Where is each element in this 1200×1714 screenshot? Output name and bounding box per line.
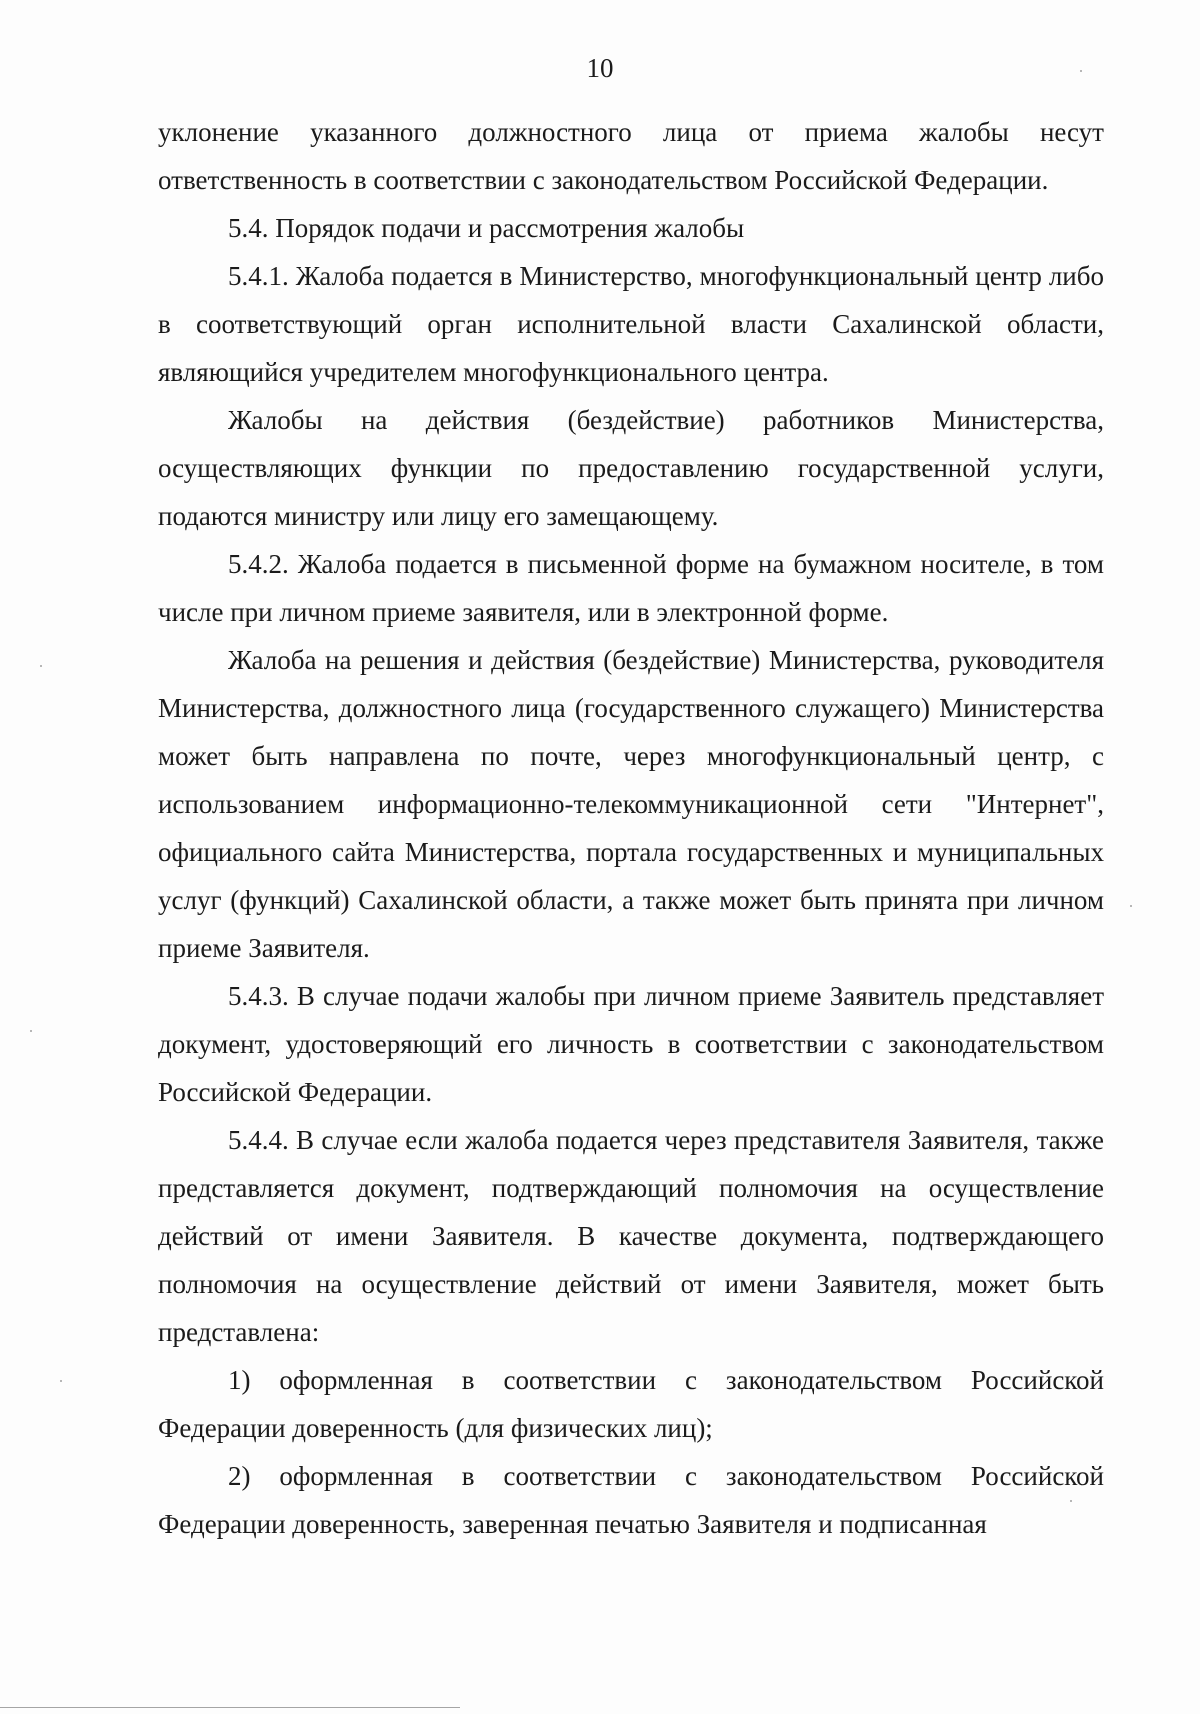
paragraph-5-4-2: 5.4.2. Жалоба подается в письменной форме на бумажном носителе, в том числе при личном приеме заявителя, или в электронной форме. [158,549,1104,627]
list-item-2: 2) оформленная в соответствии с законодательством Российской Федерации доверенность, заверенная печатью Заявителя и подписанная [158,1461,1104,1539]
scan-speck [1130,905,1132,907]
document-body [158,108,1104,1548]
scan-speck [60,1380,62,1382]
paragraph-5-4-4: 5.4.4. В случае если жалоба подается через представителя Заявителя, также представляется документ, подтверждающий полномочия на осуществление действий от имени Заявителя. В качестве документа, подтверждающего полномочия на осуществление действий от имени Заявителя, может быть представлена: [158,1125,1104,1347]
page-number: 10 [586,53,614,83]
paragraph-complaints-staff: Жалобы на действия (бездействие) работников Министерства, осуществляющих функции по предоставлению государственной услуги, подаются министру или лицу его замещающему. [158,405,1104,531]
scan-speck [1070,1500,1072,1502]
scan-speck [30,1030,32,1032]
paragraph-5-4-1: 5.4.1. Жалоба подается в Министерство, многофункциональный центр либо в соответствующий орган исполнительной власти Сахалинской области, являющийся учредителем многофункционального центра. [158,261,1104,387]
paragraph-5-4-3: 5.4.3. В случае подачи жалобы при личном приеме Заявитель представляет документ, удостоверяющий его личность в соответствии с законодательством Российской Федерации. [158,981,1104,1107]
paragraph-complaint-channels: Жалоба на решения и действия (бездействие) Министерства, руководителя Министерства, должностного лица (государственного служащего) Министерства может быть направлена по почте, через многофункциональный центр, с использованием информационно-телекоммуникационной сети "Интернет", официального сайта Министерства, портала государственных и муниципальных услуг (функций) Сахалинской области, а также может быть принята при личном приеме Заявителя. [158,645,1104,963]
scan-edge-line [0,1707,460,1708]
scan-speck [1080,70,1082,72]
scan-speck [40,665,42,667]
list-item-1: 1) оформленная в соответствии с законодательством Российской Федерации доверенность (для физических лиц); [158,1365,1104,1443]
section-heading-5-4: 5.4. Порядок подачи и рассмотрения жалобы [228,213,745,243]
paragraph-continuation: уклонение указанного должностного лица от приема жалобы несут ответственность в соответствии с законодательством Российской Федерации. [158,117,1104,195]
